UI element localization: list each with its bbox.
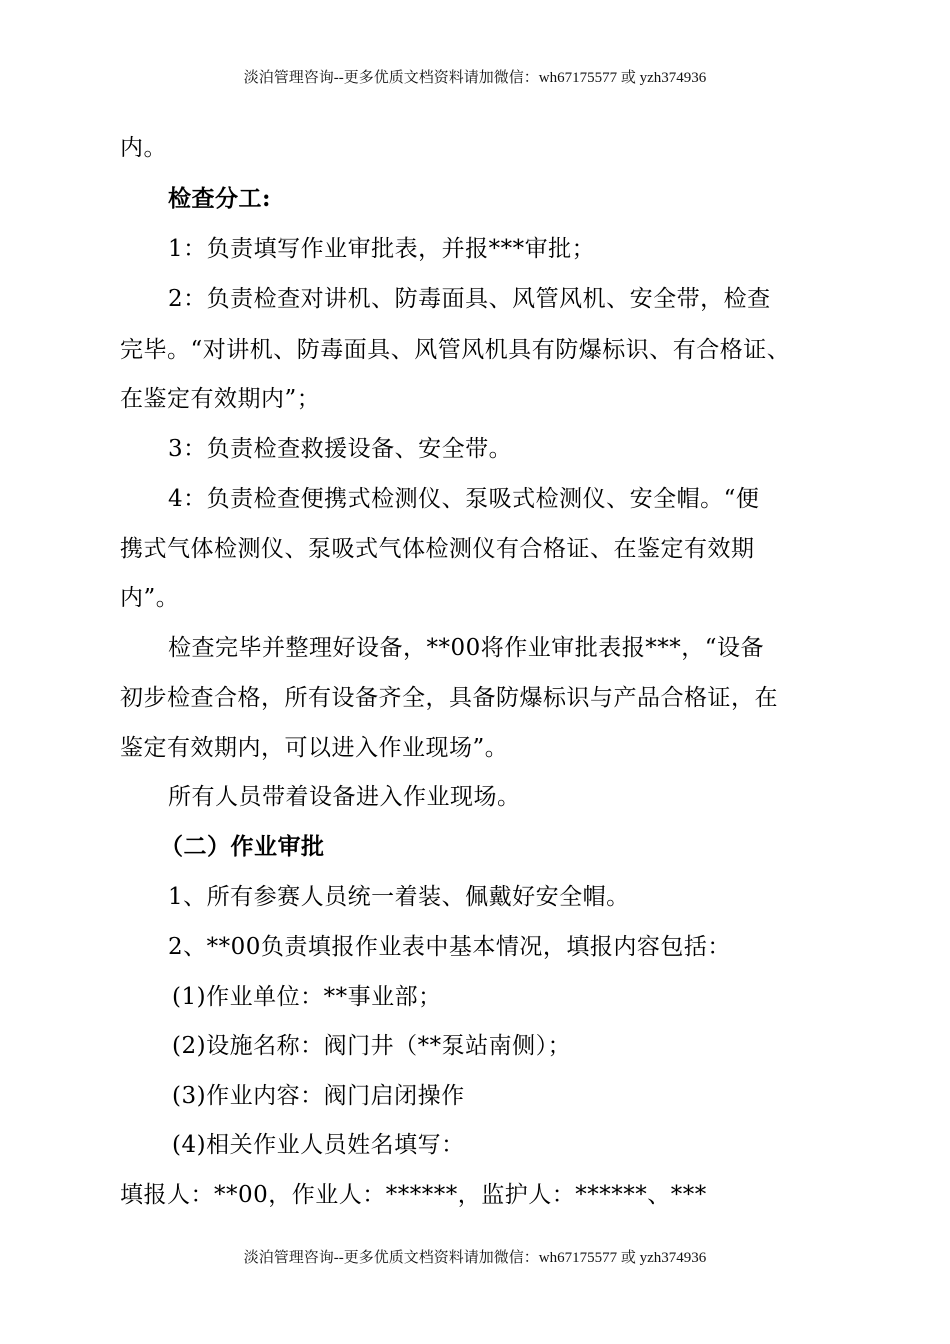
page-header: 淡泊管理咨询--更多优质文档资料请加微信：wh67175577 或 yzh374936	[243, 70, 707, 86]
text-line-19: (2)设施名称：阀门井（**泵站南侧）；	[172, 1033, 572, 1059]
text-line-5: 完毕。“对讲机、防毒面具、风管风机具有防爆标识、有合格证、	[120, 337, 791, 363]
text-line-6: 在鉴定有效期内”；	[120, 386, 321, 412]
text-line-13: 鉴定有效期内，可以进入作业现场”。	[120, 735, 509, 761]
page-footer: 淡泊管理咨询--更多优质文档资料请加微信：wh67175577 或 yzh374936	[243, 1250, 707, 1266]
section-heading-inspection-division: 检查分工:	[168, 185, 271, 212]
text-line-12: 初步检查合格，所有设备齐全，具备防爆标识与产品合格证，在	[120, 685, 778, 711]
text-line-21: (4)相关作业人员姓名填写：	[172, 1132, 465, 1158]
text-line-17: 2、**00负责填报作业表中基本情况，填报内容包括：	[168, 934, 731, 960]
section-heading-work-approval: （二）作业审批	[160, 833, 325, 860]
text-line-3: 1：负责填写作业审批表，并报***审批；	[168, 236, 596, 262]
text-line-18: (1)作业单位：**事业部；	[172, 984, 442, 1010]
text-line-20: (3)作业内容：阀门启闭操作	[172, 1083, 465, 1109]
text-line-22: 填报人：**00，作业人：******，监护人：******、***	[120, 1182, 707, 1208]
text-line-14: 所有人员带着设备进入作业现场。	[168, 784, 521, 810]
text-line-8: 4：负责检查便携式检测仪、泵吸式检测仪、安全帽。“便	[168, 486, 760, 512]
text-line-4: 2：负责检查对讲机、防毒面具、风管风机、安全带，检查	[168, 286, 771, 312]
text-line-9: 携式气体检测仪、泵吸式气体检测仪有合格证、在鉴定有效期	[120, 536, 755, 562]
text-line-1: 内。	[120, 135, 167, 161]
text-line-11: 检查完毕并整理好设备，**00将作业审批表报***，“设备	[168, 635, 765, 661]
text-line-10: 内”。	[120, 585, 180, 611]
text-line-7: 3：负责检查救援设备、安全带。	[168, 436, 513, 462]
text-line-16: 1、所有参赛人员统一着装、佩戴好安全帽。	[168, 884, 630, 910]
